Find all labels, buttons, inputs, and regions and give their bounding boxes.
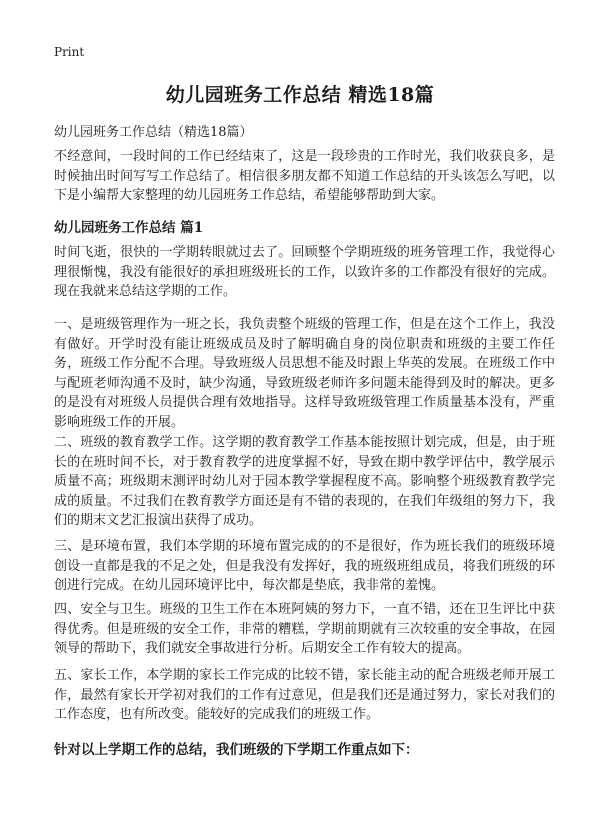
page-title: 幼儿园班务工作总结 精选18篇	[165, 84, 435, 106]
document-subtitle: 幼儿园班务工作总结（精选18篇）	[54, 125, 253, 140]
intro-paragraph: 不经意间，一段时间的工作已经结束了，这是一段珍贵的工作时光，我们收获良多，是时候抽出时间写写工作总结了。相信很多朋友都不知道工作总结的开头该怎么写吧，以下是小编帮大家整理的幼儿园班务工作总结，希望能够帮助到大家。	[54, 149, 555, 204]
section-heading-1: 幼儿园班务工作总结 篇1	[54, 220, 204, 236]
print-link[interactable]: Print	[54, 45, 85, 59]
body-paragraph-2: 一、是班级管理作为一班之长，我负责整个班级的管理工作，但是在这个工作上，我没有做好。开学时没有能让班级成员及时了解明确自身的岗位职责和班级的主要工作任务，班级工作分配不合理。导致班级人员思想不能及时跟上华英的发展。在班级工作中与配班老师沟通不及时，缺少沟通，导致班级老师许多问题未能得到及时的解决。更多的是没有对班级人员提供合理有效地指导。这样导致班级管理工作质量基本没有，严重影响班级工作的开展。	[54, 317, 555, 430]
body-paragraph-4: 三、是环境布置，我们本学期的环境布置完成的的不是很好，作为班长我们的班级环境创设一直都是我的不足之处，但是我没有发挥好，我的班级班组成员，将我们班级的环创进行完成。在幼儿园环境评比中，每次都是垫底，我非常的羞愧。	[54, 539, 555, 594]
body-paragraph-1: 时间飞逝，很快的一学期转眼就过去了。回顾整个学期班级的班务管理工作，我觉得心理很惭愧，我没有能很好的承担班级班长的工作，以致许多的工作都没有很好的完成。现在我就来总结这学期的工作。	[54, 245, 555, 300]
body-paragraph-5: 四、安全与卫生。班级的卫生工作在本班阿姨的努力下，一直不错，还在卫生评比中获得优秀。但是班级的安全工作，非常的糟糕，学期前期就有三次较重的安全事故，在园领导的帮助下，我们就安全事故进行分析。后期安全工作有较大的提高。	[54, 602, 555, 657]
body-paragraph-6: 五、家长工作，本学期的家长工作完成的比较不错，家长能主动的配合班级老师开展工作，最然有家长开学初对我们的工作有过意见，但是我们还是通过努力，家长对我们的工作态度，也有所改变。能较好的完成我们的班级工作。	[54, 668, 555, 723]
closing-heading: 针对以上学期工作的总结，我们班级的下学期工作重点如下：	[54, 742, 419, 758]
body-paragraph-3: 二、班级的教育教学工作。这学期的教育教学工作基本能按照计划完成，但是，由于班长的在班时间不长，对于教育教学的进度掌握不好，导致在期中教学评估中，教学展示质量不高；班级期末测评时幼儿对于园本教学掌握程度不高。影响整个班级教育教学完成的质量。不过我们在教育教学方面还是有不错的表现的，在我们年级组的努力下，我们的期末文艺汇报演出获得了成功。	[54, 435, 555, 529]
